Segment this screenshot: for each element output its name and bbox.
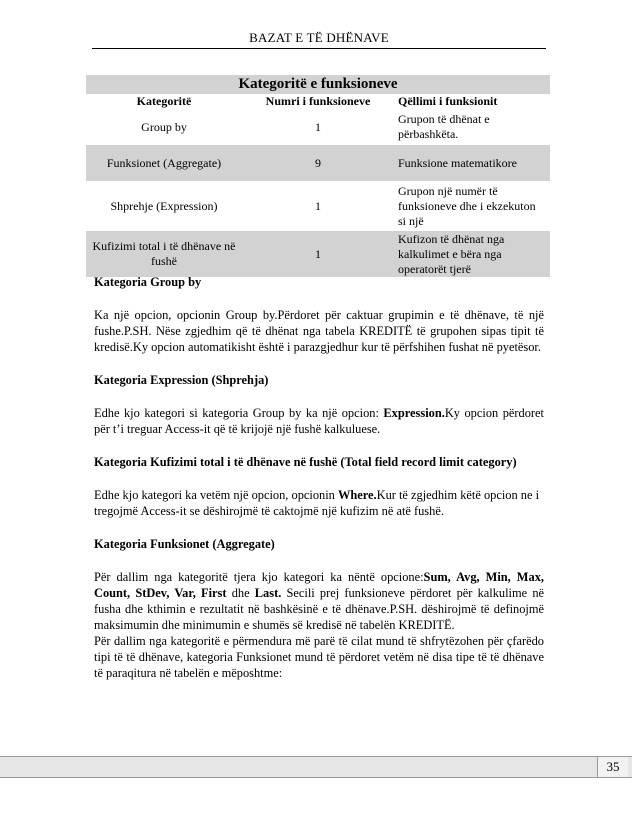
- section-heading-total-limit: Kategoria Kufizimi total i të dhënave në fushë (Total field record limit category): [94, 455, 517, 469]
- table-row: [86, 230, 550, 277]
- footer-bar: [0, 756, 632, 778]
- text-fragment: Edhe kjo kategori si kategoria Group by ka një opcion:: [94, 406, 384, 420]
- section-heading-aggregate: Kategoria Funksionet (Aggregate): [94, 537, 275, 551]
- cell-category: Group by: [86, 110, 242, 144]
- cell-category: Funksionet (Aggregate): [86, 144, 242, 182]
- page-header-title: BAZAT E TË DHËNAVE: [249, 30, 389, 45]
- cell-purpose: Kufizon të dhënat nga kalkulimet e bëra nga operatorët tjerë: [394, 230, 550, 277]
- column-header-purpose: Qëllimi i funksionit: [394, 94, 550, 110]
- table-row: [86, 182, 550, 230]
- section-text-expression: [94, 405, 544, 437]
- section-heading-group-by: Kategoria Group by: [94, 275, 202, 289]
- body-content: [94, 274, 544, 698]
- text-fragment: Ky opcion përdoret për t’i treguar Access-it që të krijojë një fushë kalkuluese.: [94, 406, 544, 436]
- column-header-count: Numri i funksioneve: [242, 94, 394, 110]
- column-header-category: Kategoritë: [86, 94, 242, 110]
- cell-category: Shprehje (Expression): [86, 182, 242, 230]
- cell-purpose: Grupon të dhënat e përbashkëta.: [394, 110, 550, 144]
- section-text-aggregate-2: Për dallim nga kategoritë e përmendura më parë të cilat mund të shfrytëzohen për çfarëdo tipi të të dhënave, kategoria Funksionet mund të përdoret vetëm në disa tipe të të dhënave të paraqitura në tabelën e mëposhtme:: [94, 634, 544, 680]
- table-caption: Kategoritë e funksioneve: [86, 75, 550, 95]
- bold-term: Last.: [254, 586, 282, 600]
- cell-count: 9: [242, 144, 394, 182]
- cell-count: 1: [242, 110, 394, 144]
- page-number: 35: [597, 757, 628, 777]
- section-text-aggregate: [94, 569, 544, 633]
- section-text-group-by: Ka një opcion, opcionin Group by.Përdoret për caktuar grupimin e të dhënave, të një fushe.P.SH. Nëse zgjedhim që të dhënat nga tabela KREDITË të grupohen sipas tipit të kredisë.Ky opcion automatikisht është i parazgjedhur kur të përfshihen fushat në pyetësor.: [94, 308, 544, 354]
- bold-term: Expression.: [383, 406, 445, 420]
- bold-term: Where.: [337, 488, 377, 502]
- text-fragment: Edhe kjo kategori ka vetëm një opcion, opcionin: [94, 488, 338, 502]
- header-rule: [92, 48, 546, 49]
- cell-count: 1: [242, 230, 394, 277]
- bold-term: Sum, Avg, Min, Max, Count, StDev, Var, First: [94, 570, 544, 600]
- text-fragment: dhe: [226, 586, 255, 600]
- text-fragment: Për dallim nga kategoritë tjera kjo kategori ka nëntë opcione:: [94, 570, 424, 584]
- cell-category: Kufizimi total i të dhënave në fushë: [86, 230, 242, 277]
- cell-purpose: Funksione matematikore: [394, 144, 550, 182]
- section-text-total-limit: [94, 487, 544, 519]
- cell-count: 1: [242, 182, 394, 230]
- function-categories-table: [86, 74, 550, 277]
- table-row: [86, 144, 550, 182]
- text-fragment: Kur të zgjedhim këtë opcion ne i tregojmë Access-it se dëshirojmë të caktojmë një kufizim në atë fushë.: [94, 488, 540, 518]
- cell-purpose: Grupon një numër të funksioneve dhe i ekzekuton si një: [394, 182, 550, 230]
- table-row: [86, 110, 550, 144]
- section-heading-expression: Kategoria Expression (Shprehja): [94, 373, 269, 387]
- text-fragment: Secili prej funksioneve përdoret për kalkulime në fusha dhe kthimin e rezultatit në bashkësinë e të dhënave.P.SH. dëshirojmë të definojmë maksimumin dhe minimumin e shumës së kredisë në tabelën KREDITË.: [94, 586, 545, 632]
